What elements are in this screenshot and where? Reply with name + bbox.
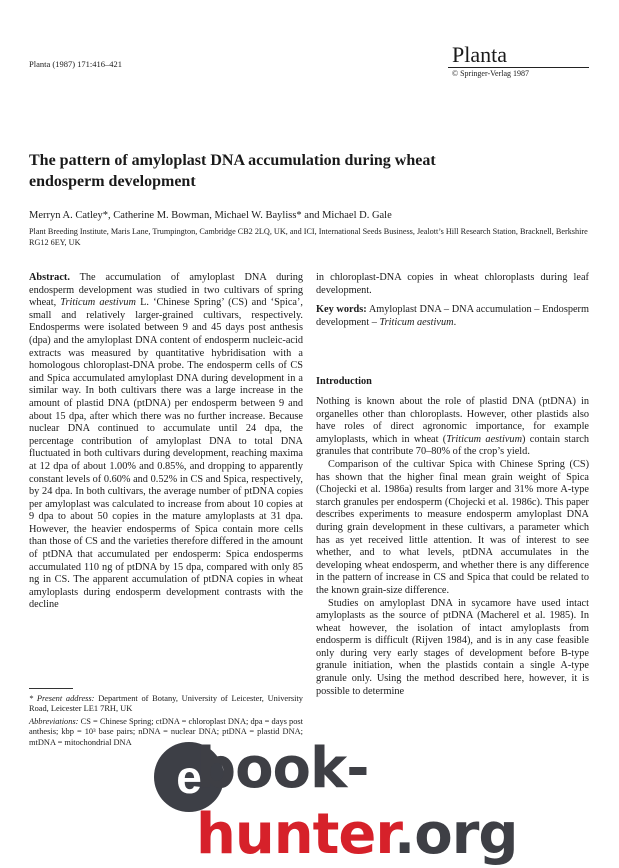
abstract [29,272,303,612]
watermark-text-a: book- [196,736,369,801]
author-list: Merryn A. Catley*, Catherine M. Bowman, Michael W. Bayliss* and Michael D. Gale [29,210,392,221]
copyright-notice: © Springer-Verlag 1987 [452,69,530,78]
present-address-note [29,694,303,715]
article-title: The pattern of amyloplast DNA accumulation during wheat endosperm development [29,152,436,190]
abstract-continuation-block [316,272,589,329]
keywords-label: Key words: [316,304,367,316]
watermark-logo-icon: e [154,742,224,812]
footnote-rule [29,688,73,689]
present-address-label: * Present address: [29,694,95,703]
abstract-paragraph [29,272,303,612]
affiliation: Plant Breeding Institute, Maris Lane, Trumpington, Cambridge CB2 2LQ, UK, and ICI, International Seeds Business, Jealott’s Hill Research Station, Bracknell, Berkshire RG12 6EY, UK [29,227,588,247]
journal-name: Planta [448,44,589,68]
abstract-continuation: in chloroplast-DNA copies in wheat chloroplasts during leaf development. [316,272,589,296]
abbreviations-text: CS = Chinese Spring; ctDNA = chloroplast DNA; dpa = days post anthesis; kbp = 10³ base pairs; nDNA = nuclear DNA; ptDNA = plastid DNA; mtDNA = mitochondrial DNA [29,716,303,747]
abstract-species: Triticum aestivum [60,297,136,309]
intro-paragraph-1 [316,396,589,459]
journal-masthead [448,44,589,78]
intro-species: Triticum aestivum [446,433,523,445]
introduction-heading: Introduction [316,376,372,387]
intro-paragraph-3: Studies on amyloplast DNA in sycamore have used intact amyloplasts as the source of ptDNA (Macherel et al. 1985). In wheat however, the isolation of intact amyloplasts from endosperm is difficult (Rijven 1984), and is in any case feasible only during very early stages of development before B-type granule initiation, when the plastids contain a single A-type granule only. Using the method described here, however, it is possible to determine [316,597,589,697]
abstract-text-b: L. ‘Chinese Spring’ (CS) and ‘Spica’, small and relatively larger-grained cultivars, respectively. Endosperms were isolated between 9 and 45 days post anthesis (dpa) and the amyloplast DNA content of endosperm nucleic-acid extracts was measured by quantitative hybridisation with a homologous chloroplast-DNA probe. The endosperm cells of CS and Spica accumulated amyloplast DNA during development in a similar way. In both cultivars there was a large increase in the amount of plastid DNA (ptDNA) per endosperm between 9 and about 15 dpa, after which there was no further increase. Because nuclear DNA continued to accumulate until 24 dpa, the percentage contribution of amyloplast DNA to total DNA fluctuated in both cultivars during development, reaching maxima at 12 dpa of about 1.00% and 0.85%, and dropping to apparently constant levels of 0.60% and 0.52% in CS and Spica, respectively, by 24 dpa. In both cultivars, the average number of ptDNA copies per amyloplast was calculated to increase from about 10 copies at 9 dpa to about 50 copies in the mature amyloplasts at 31 dpa. However, the heavier endosperms of Spica contain more cells than those of CS and the varieties therefore differed in the amount of ptDNA that accumulated per endosperm: Spica endosperms accumulated 110 ng of ptDNA by 15 dpa, compared with only 85 ng in CS. The apparent accumulation of ptDNA copies in wheat amyloplasts during endosperm development contrasts with the decline [29,297,303,611]
intro-p1-a: Nothing is known about the role of plastid DNA (ptDNA) in organelles other than chloroplasts. However, other plastids also have roles of direct agronomic importance, for example amyloplasts, which in wheat ( [316,396,589,445]
intro-paragraph-2: Comparison of the cultivar Spica with Chinese Spring (CS) has shown that the higher final mean grain weight of Spica (Chojecki et al. 1986a) results from larger and 31% more A-type starch granules per endosperm (Chojecki et al. 1986c). This paper describes experiments to measure endosperm amyloplast DNA during grain development in these cultivars, a parameter which has as yet received little attention. It was of interest to see whether, and to what levels, ptDNA accumulates in the developing wheat endosperm, and whether there is any difference in the pattern of increase in CS and Spica that could be related to the known grain-size difference. [316,458,589,596]
abstract-text-a: The accumulation of amyloplast DNA during endosperm development was studied in two cultivars of spring wheat, [29,272,303,309]
present-address-text: Department of Botany, University of Leicester, University Road, Leicester LE1 7RH, UK [29,694,303,714]
keywords-end: . [453,316,457,328]
keywords-text: Amyloplast DNA – DNA accumulation – Endosperm development – [316,304,589,328]
keywords-species: Triticum aestivum [379,316,454,328]
watermark-text-c: .org [393,802,518,867]
introduction-body [316,396,589,698]
intro-p1-b: ) contain starch granules that contribute 70–80% of the crop’s yield. [316,433,589,458]
keywords [316,304,589,329]
watermark-text-b: hunter [196,802,394,867]
abstract-label: Abstract. [29,272,70,283]
watermark-text [196,736,619,868]
abbreviations-label: Abbreviations: [29,716,79,726]
journal-citation: Planta (1987) 171:416–421 [29,59,123,69]
